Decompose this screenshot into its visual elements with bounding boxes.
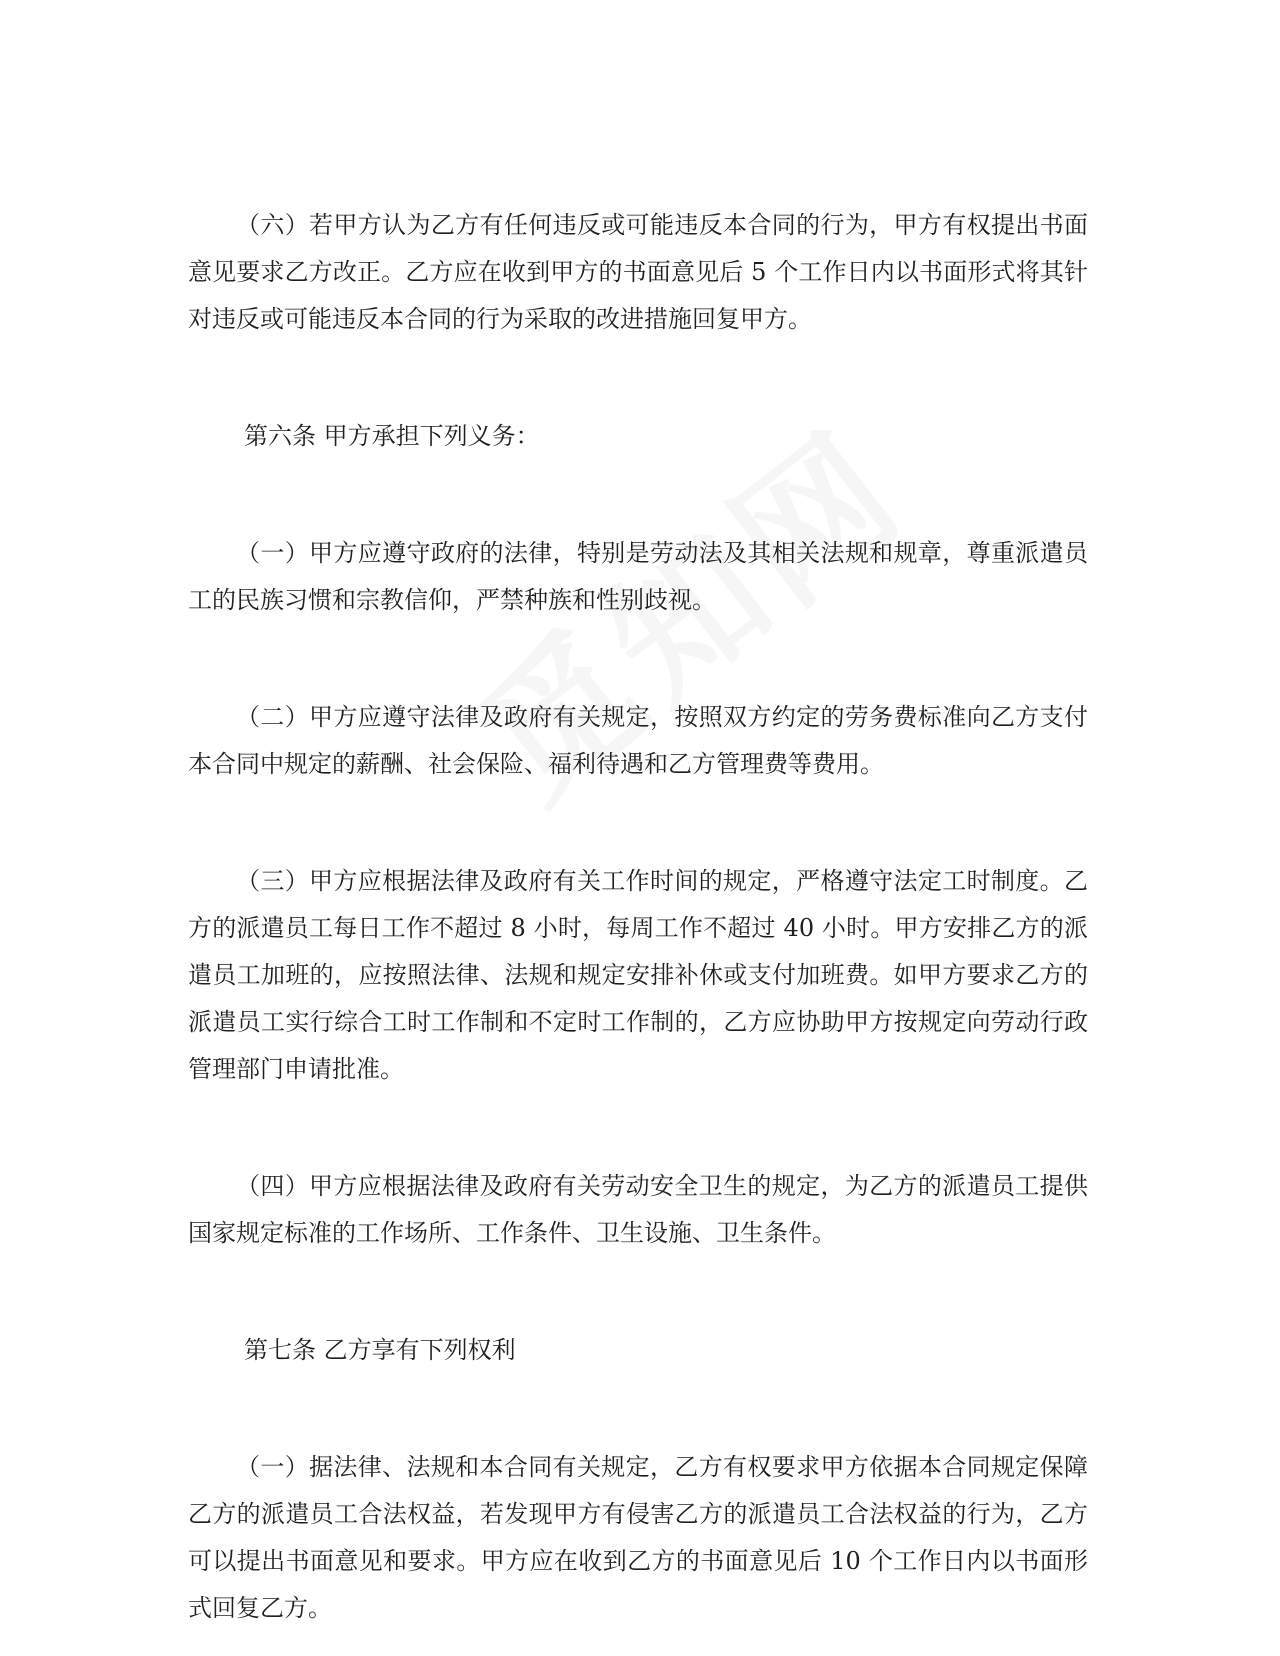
article-6-item-2: （二）甲方应遵守法律及政府有关规定，按照双方约定的劳务费标准向乙方支付本合同中规定的薪酬、社会保险、福利待遇和乙方管理费等费用。	[188, 703, 1088, 778]
article-6-heading: 第六条 甲方承担下列义务：	[244, 422, 540, 450]
article-7-item-1: （一）据法律、法规和本合同有关规定，乙方有权要求甲方依据本合同规定保障乙方的派遣员工合法权益，若发现甲方有侵害乙方的派遣员工合法权益的行为，乙方可以提出书面意见和要求。甲方应在收到乙方的书面意见后 10 个工作日内以书面形式回复乙方。	[188, 1453, 1088, 1622]
article-6-item-4: （四）甲方应根据法律及政府有关劳动安全卫生的规定，为乙方的派遣员工提供国家规定标准的工作场所、工作条件、卫生设施、卫生条件。	[188, 1172, 1088, 1247]
article-7-heading: 第七条 乙方享有下列权利	[244, 1336, 516, 1364]
article-6-item-1: （一）甲方应遵守政府的法律，特别是劳动法及其相关法规和规章，尊重派遣员工的民族习惯和宗教信仰，严禁种族和性别歧视。	[188, 539, 1088, 614]
article-6-item-3: （三）甲方应根据法律及政府有关工作时间的规定，严格遵守法定工时制度。乙方的派遣员工每日工作不超过 8 小时，每周工作不超过 40 小时。甲方安排乙方的派遣员工加班的，应按照法律、法规和规定安排补休或支付加班费。如甲方要求乙方的派遣员工实行综合工时工作制和不定时工作制的，乙方应协助甲方按规定向劳动行政管理部门申请批准。	[188, 867, 1088, 1083]
document-body	[188, 202, 1088, 1632]
clause-5-item-6: （六）若甲方认为乙方有任何违反或可能违反本合同的行为，甲方有权提出书面意见要求乙方改正。乙方应在收到甲方的书面意见后 5 个工作日内以书面形式将其针对违反或可能违反本合同的行为采取的改进措施回复甲方。	[188, 211, 1088, 333]
